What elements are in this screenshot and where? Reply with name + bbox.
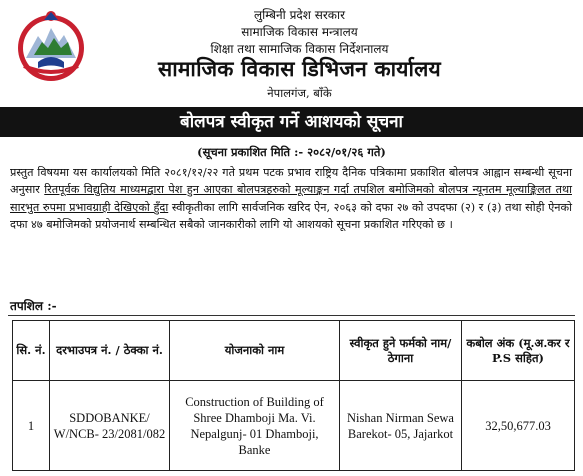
cell-sn: 1 (13, 381, 50, 471)
bid-table (12, 320, 575, 471)
publish-date: (सूचना प्रकाशित मिति :- २०८२/०१/२६ गते) (197, 145, 386, 159)
header-firm: स्वीकृत हुने फर्मको नाम/ ठेगाना (340, 321, 462, 381)
office-title: सामाजिक विकास डिभिजन कार्यालय (158, 56, 441, 81)
notice-body-part3: स्वीकृतीका लागि सार्वजनिक खरिद ऐन, २०६३ को दफा २७ को उपदफा (२) र (३) तथा सोही ऐनको दफा ४७ बमोजिमको प्रयोजनार्थ सम्बन्धित सबैको जानकारीको लागि यो आशयको सूचना प्रकाशित गरिएको छ । (10, 200, 572, 231)
notice-body-underlined: रितपूर्वक विद्युतिय माध्यमद्वारा पेश हुन आएका बोलपत्रहरुको मूल्याङ्कन गर्दा तपशिल बमोजिमको बोलपत्र न्यूनतम मूल्याङ्किलत तथा सारभुत रुपमा प्रभावग्राही देखिएको हुँदा (10, 183, 572, 214)
cell-contract-no: SDDOBANKE/ W/NCB- 23/2081/082 (50, 381, 170, 471)
table-header-row (13, 321, 575, 381)
cell-bid-amount: 32,50,677.03 (462, 381, 575, 471)
notice-title-banner: बोलपत्र स्वीकृत गर्ने आशयको सूचना (0, 107, 583, 137)
header-contract-no: दरभाउपत्र नं. / ठेक्का नं. (50, 321, 170, 381)
province-name: लुम्बिनी प्रदेश सरकार (253, 8, 345, 22)
directorate-name: शिक्षा तथा सामाजिक विकास निर्देशनालय (210, 42, 389, 56)
header-bid-amount: कबोल अंक (मू.अ.कर र P.S सहित) (462, 321, 575, 381)
ministry-name: सामाजिक विकास मन्त्रालय (241, 25, 358, 39)
cell-project-name: Construction of Building of Shree Dhamboji Ma. Vi. Nepalgunj- 01 Dhamboji, Banke (170, 381, 340, 471)
cell-firm: Nishan Nirman Sewa Barekot- 05, Jajarkot (340, 381, 462, 471)
header-sn: सि. नं. (13, 321, 50, 381)
notice-body (10, 164, 572, 233)
tapsil-label: तपशिल :- (10, 299, 57, 313)
office-location: नेपालगंज, बाँके (267, 86, 332, 100)
notice-body-part1: प्रस्तुत विषयमा यस कार्यालयको मिति २०८१/१२/२२ गते प्रथम पटक प्रभाव राष्ट्रिय दैनिक पत्रिकामा प्रकाशित बोलपत्र आह्वान सम्बन्धी सूचना अनुसार (10, 166, 572, 197)
header-project-name: योजनाको नाम (170, 321, 340, 381)
tapsil-divider (8, 315, 575, 316)
table-row (13, 381, 575, 471)
